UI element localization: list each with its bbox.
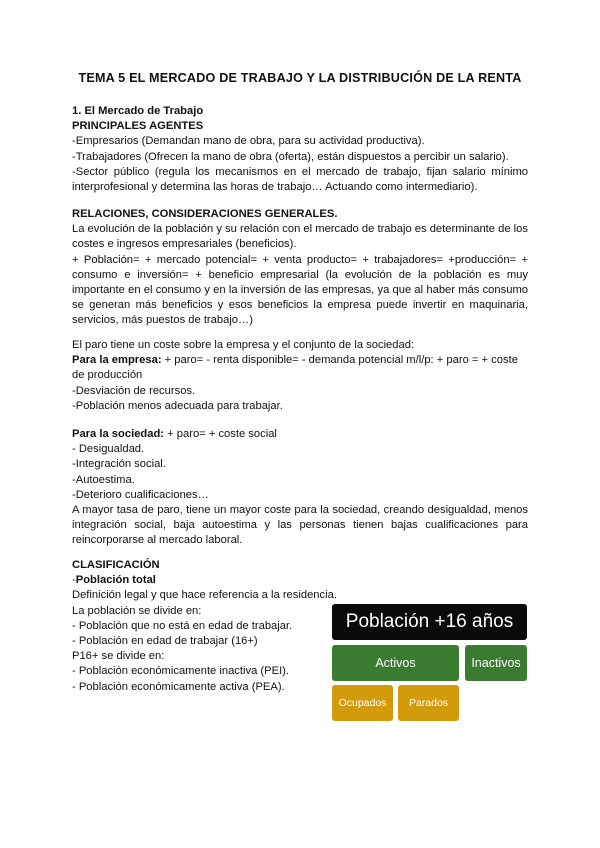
- diagram-box-ocupados: Ocupados: [332, 685, 393, 721]
- diagram-box-parados: Parados: [398, 685, 459, 721]
- document-title: TEMA 5 EL MERCADO DE TRABAJO Y LA DISTRIBUCIÓN DE LA RENTA: [78, 71, 522, 85]
- section-paro: [72, 338, 528, 414]
- clasificacion-line: P16+ se divide en:: [72, 650, 165, 663]
- clasificacion-line: - Población en edad de trabajar (16+): [72, 635, 258, 648]
- diagram-box-activos: Activos: [332, 645, 459, 681]
- paro-sociedad: [72, 427, 528, 442]
- agent-line: -Sector público (regula los mecanismos en el mercado de trabajo, fijan salario mínimo interprofesional y determina las horas de trabajo… Actuando como intermediario).: [72, 165, 528, 194]
- diagram-box-inactivos: Inactivos: [465, 645, 527, 681]
- sociedad-label: Para la sociedad:: [72, 428, 165, 440]
- list-item: -Autoestima.: [72, 473, 135, 486]
- clasificacion-line: - Población económicamente inactiva (PEI).: [72, 665, 290, 678]
- clasificacion-line: - Población económicamente activa (PEA).: [72, 680, 285, 693]
- empresa-label: Para la empresa:: [72, 354, 162, 367]
- paro-conclusion: A mayor tasa de paro, tiene un mayor coste para la sociedad, creando desigualdad, menos integración social, baja autoestima y las personas tienen bajas cualificaciones para reincorporarse al mercado laboral.: [72, 504, 528, 547]
- relaciones-paragraph: + Población= + mercado potencial= + venta producto= + trabajadores= +producción= + consumo e inversión= + beneficio empresarial (la evolución de la población es muy importante en el consumo y en la inversión de las empresas, ya que al haber más consumo se generan más beneficios y esos beneficios la empresa puede invertir en maquinaria, servicios, más puestos de trabajo…): [72, 253, 528, 327]
- section-relaciones: [72, 207, 528, 329]
- agent-line: -Trabajadores (Ofrecen la mano de obra (oferta), están dispuestos a percibir un salario).: [72, 150, 509, 163]
- list-item: -Desviación de recursos.: [72, 384, 196, 397]
- list-item: -Deterioro cualificaciones…: [72, 488, 209, 501]
- agent-line: -Empresarios (Demandan mano de obra, para su actividad productiva).: [72, 135, 425, 148]
- relaciones-heading: RELACIONES, CONSIDERACIONES GENERALES.: [72, 208, 338, 220]
- section-sociedad: [72, 427, 528, 549]
- population-diagram: [332, 604, 527, 722]
- empresa-text: + paro= - renta disponible= - demanda potencial m/l/p: + paro = + coste de producción: [72, 354, 518, 382]
- clasificacion-line: Definición legal y que hace referencia a la residencia.: [72, 589, 337, 602]
- clasificacion-subheading: [72, 573, 322, 588]
- relaciones-paragraph: La evolución de la población y su relación con el mercado de trabajo es determinante de los costes e ingresos empresariales (beneficios).: [72, 223, 528, 251]
- clasificacion-line: - Población que no está en edad de trabajar.: [72, 619, 293, 632]
- section-clasificacion: [72, 558, 337, 695]
- clasificacion-line: La población se divide en:: [72, 604, 202, 617]
- paro-intro: El paro tiene un coste sobre la empresa y el conjunto de la sociedad:: [72, 339, 415, 351]
- diagram-box-poblacion: Población +16 años: [332, 604, 527, 640]
- list-item: - Desigualdad.: [72, 443, 145, 456]
- sociedad-text: + paro= + coste social: [164, 428, 277, 440]
- poblacion-total-label: Población total: [75, 574, 156, 587]
- list-item: -Población menos adecuada para trabajar.: [72, 399, 283, 412]
- list-item: -Integración social.: [72, 458, 166, 471]
- clasificacion-heading: CLASIFICACIÓN: [72, 559, 160, 571]
- dash: -: [72, 574, 76, 587]
- section-heading: 1. El Mercado de Trabajo: [72, 105, 204, 117]
- subheading-agentes: PRINCIPALES AGENTES: [72, 120, 204, 133]
- section-agentes: [72, 104, 528, 195]
- paro-empresa: [72, 353, 528, 383]
